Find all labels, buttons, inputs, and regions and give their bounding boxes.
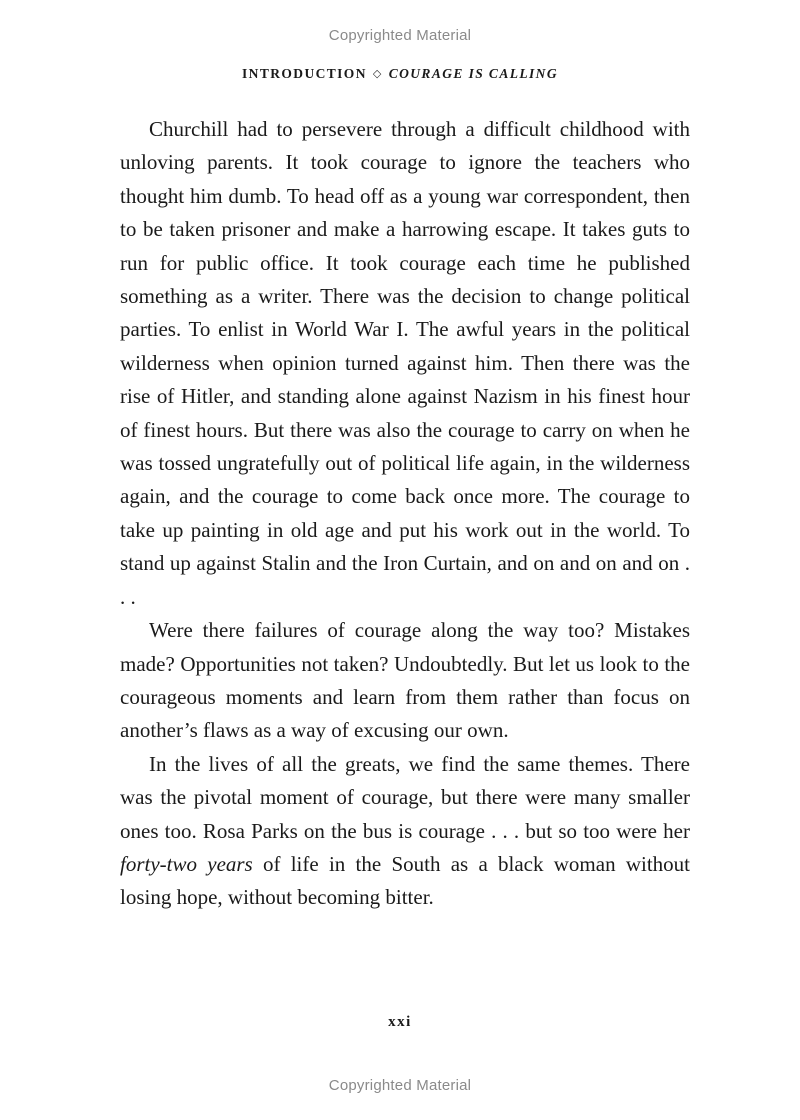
emphasis-forty-two-years: forty-two years xyxy=(120,851,253,876)
paragraph-failures: Were there failures of courage along the way too? Mistakes made? Opportunities not taken? Undoubtedly. But let us look to the courageous moments and learn from them rather than focus on another’s flaws as a way of excusing our own. xyxy=(120,618,690,743)
copyright-watermark-top: Copyrighted Material xyxy=(328,27,472,44)
copyright-watermark-bottom: Copyrighted Material xyxy=(328,1077,472,1094)
paragraph-churchill: Churchill had to persevere through a difficult childhood with unloving parents. It took courage to ignore the teachers who thought him dumb. To head off as a young war correspondent, then to be taken prisoner and make a harrowing escape. It takes guts to run for public office. It took courage each time he published something as a writer. There was the decision to change political parties. To enlist in World War I. The awful years in the political wilderness when opinion turned against him. Then there was the rise of Hitler, and standing alone against Nazism in his finest hour of finest hours. But there was also the courage to carry on when he was tossed ungratefully out of political life again, in the wilderness again, and the courage to come back once more. The courage to take up painting in old age and put his work out in the world. To stand up against Stalin and the Iron Curtain, and on and on and on . . . xyxy=(120,117,690,609)
paragraph-greats-tail: of life in the South as a black woman without losing hope, without becoming bitter. xyxy=(120,851,690,910)
running-head-chapter-title: COURAGE IS CALLING xyxy=(388,66,558,81)
page-number: xxi xyxy=(388,1014,412,1030)
paragraph-greats-lead: In the lives of all the greats, we find the same themes. There was the pivotal moment of courage, but there were many smaller ones too. Rosa Parks on the bus is courage . . . but so too were her xyxy=(120,751,690,843)
body-text xyxy=(120,113,690,915)
paragraph-greats xyxy=(120,748,690,915)
diamond-separator-icon: ◇ xyxy=(372,68,383,80)
running-head-section: INTRODUCTION xyxy=(242,66,367,81)
running-head xyxy=(0,66,800,82)
